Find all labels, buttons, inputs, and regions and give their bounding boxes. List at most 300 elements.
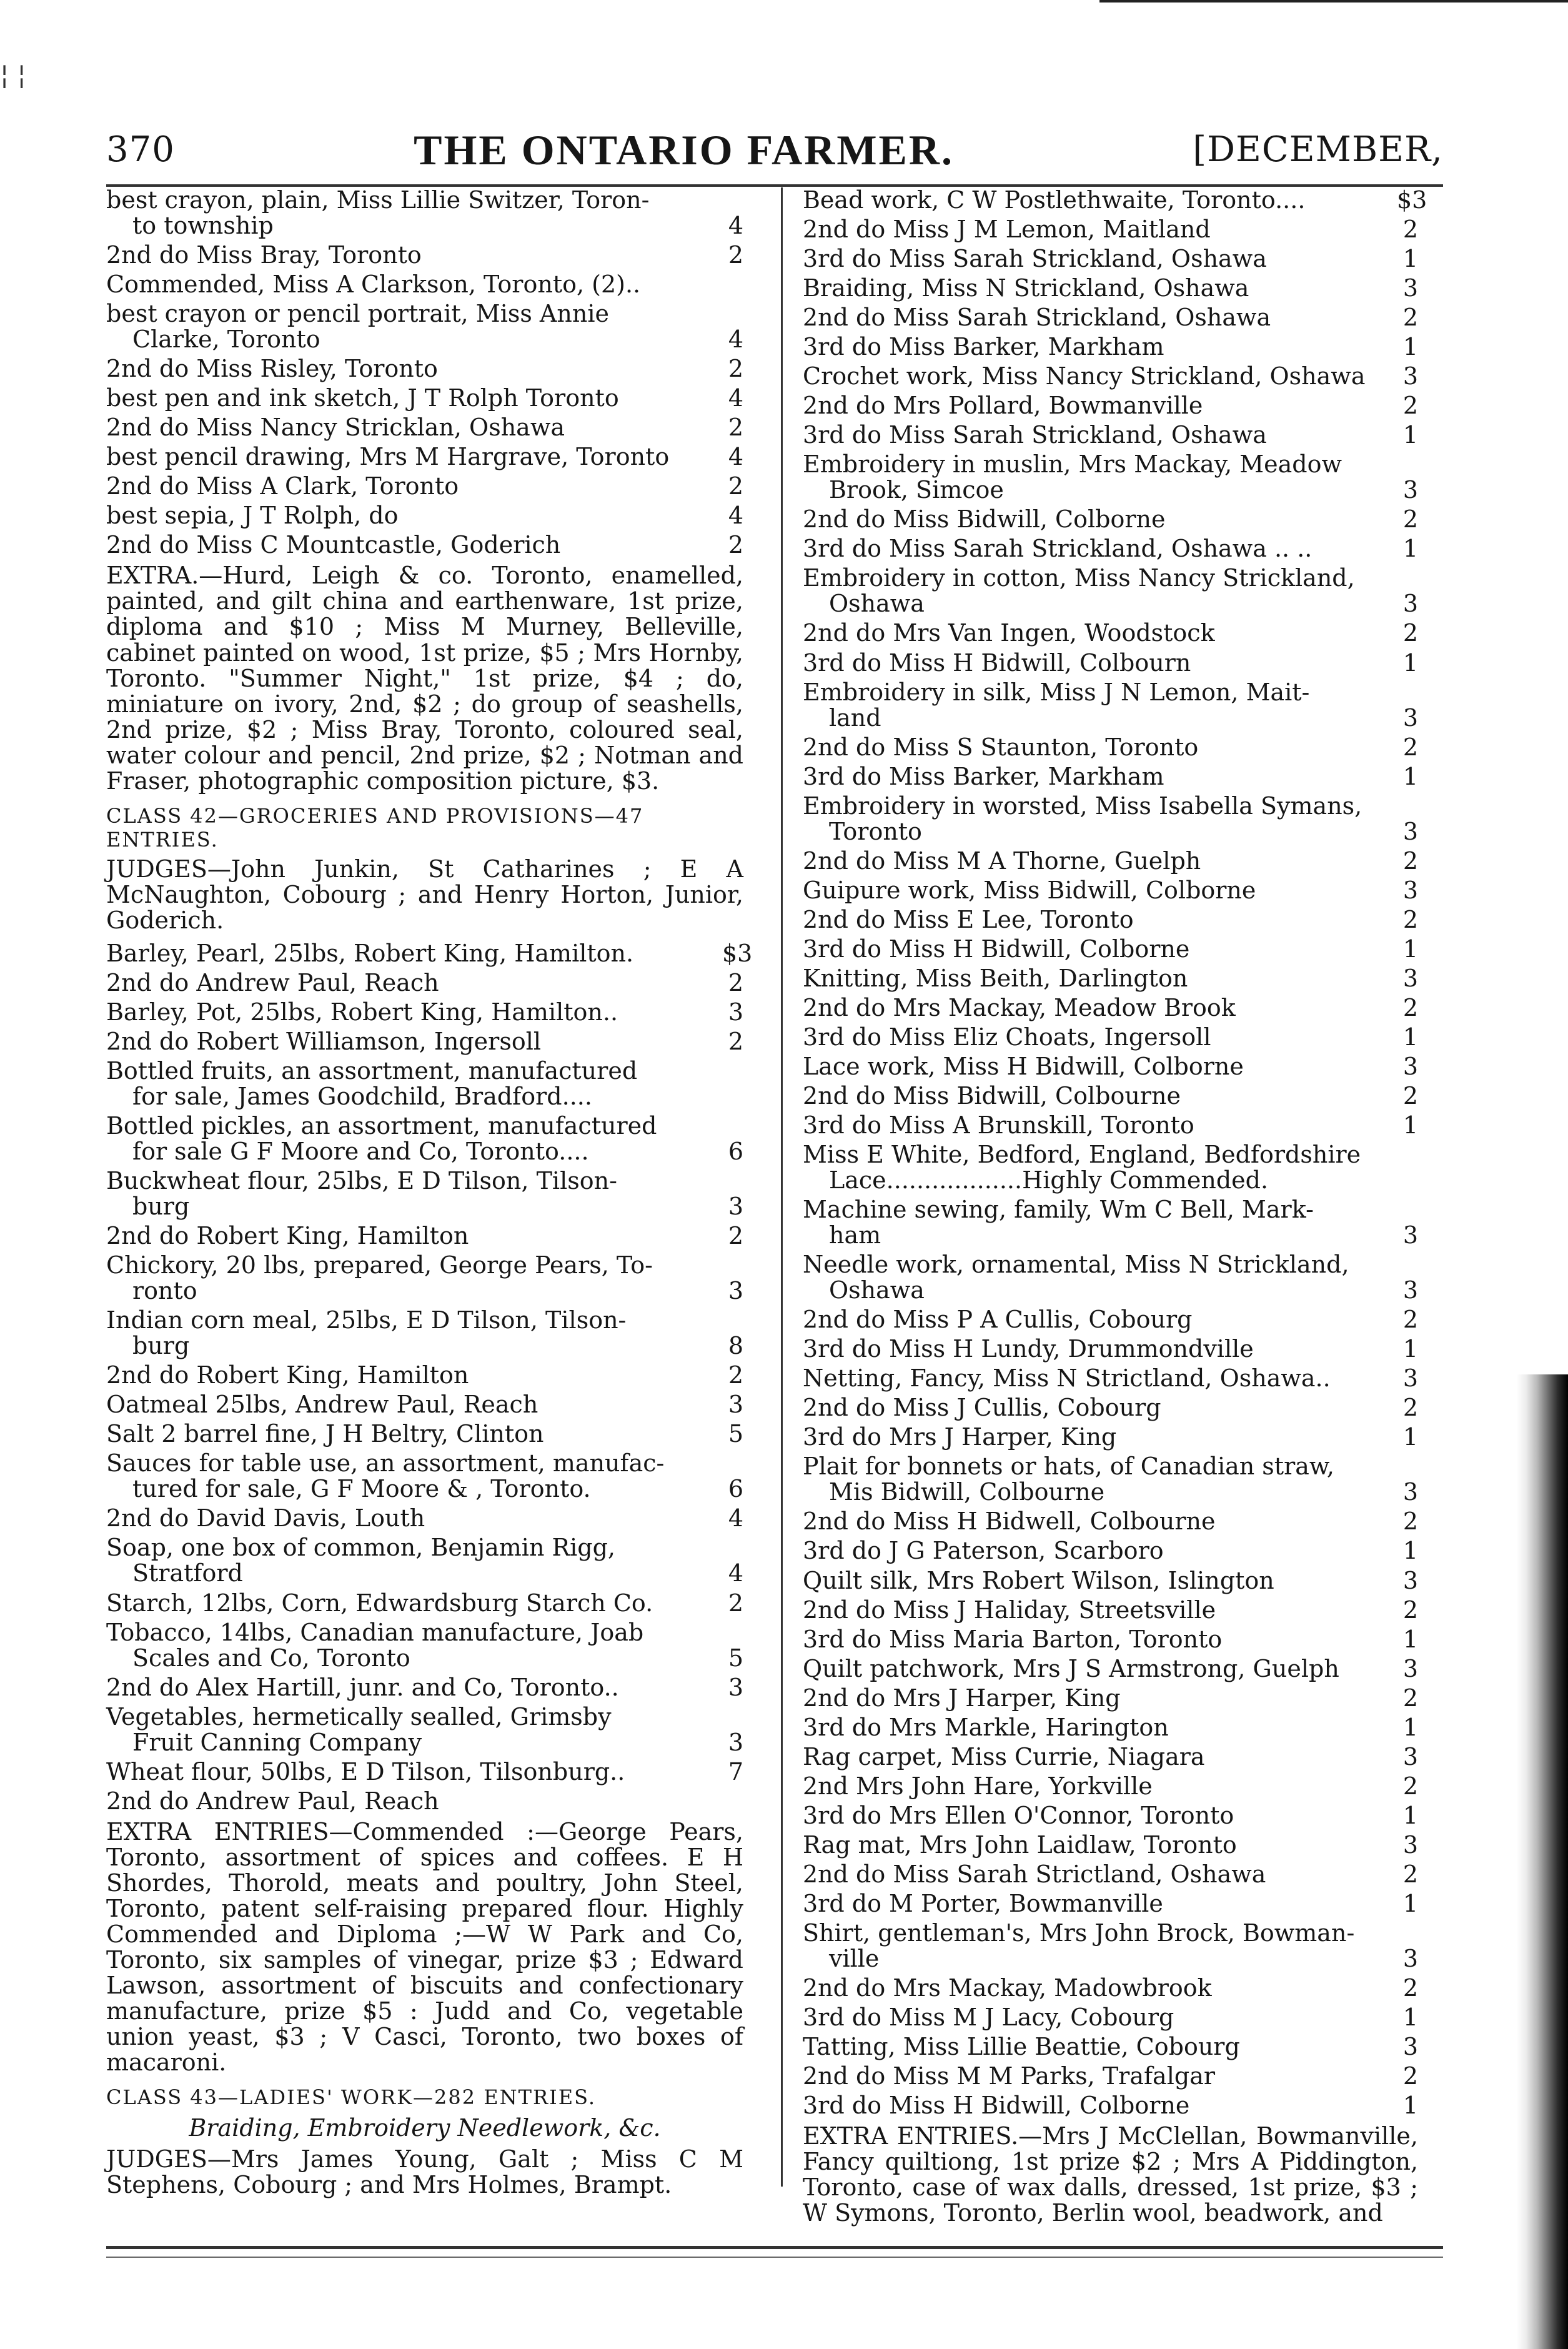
entry-score: 3 (728, 1277, 743, 1305)
entry-line: 2nd do Miss J Cullis, Cobourg (803, 1394, 1161, 1422)
entry-score: 2 (1402, 216, 1418, 244)
entry-continuation: to township (132, 212, 274, 240)
entry-score: 4 (728, 325, 743, 354)
entry-line: Rag mat, Mrs John Laidlaw, Toronto (803, 1830, 1237, 1859)
entry-text (803, 680, 1389, 731)
prize-entry (803, 1686, 1418, 1711)
prize-entry (803, 878, 1418, 903)
entry-score: 6 (728, 1138, 743, 1165)
entry-score: 2 (728, 472, 743, 500)
entry-score: 3 (728, 1193, 743, 1221)
prize-entry (106, 1421, 743, 1447)
entry-score: 2 (1402, 1306, 1418, 1334)
entry-line: 3rd do Miss H Bidwill, Colborne (803, 2092, 1190, 2120)
entry-text (803, 276, 1389, 301)
entry-text (803, 936, 1389, 962)
prize-entry (106, 970, 743, 996)
prize-entry (803, 1656, 1418, 1682)
entry-text (803, 1862, 1389, 1887)
entry-text (106, 1535, 715, 1586)
entry-line: Buckwheat flour, 25lbs, E D Tilson, Tilson- (106, 1167, 617, 1195)
prize-entry (106, 1363, 743, 1388)
entry-line: 2nd do Miss J M Lemon, Maitland (803, 216, 1211, 244)
entry-line: 2nd do Miss S Staunton, Toronto (803, 733, 1199, 761)
entry-line: Shirt, gentleman's, Mrs John Brock, Bowman- (803, 1919, 1355, 1947)
prize-entry (106, 1253, 743, 1304)
entry-line: 3rd do Miss Barker, Markham (803, 762, 1164, 790)
entry-score: 5 (728, 1420, 743, 1448)
prize-entry (803, 186, 1427, 214)
entry-text (803, 1252, 1389, 1303)
entry-text (803, 2093, 1389, 2118)
entry-continuation: Clarke, Toronto (132, 325, 320, 354)
entry-score: 2 (728, 1361, 743, 1389)
entry-continuation: burg (132, 1193, 190, 1221)
entry-text (803, 422, 1389, 448)
entry-line: 2nd do Miss Sarah Strickland, Oshawa (803, 304, 1271, 332)
entry-text (106, 187, 715, 239)
prize-entry (106, 1704, 743, 1756)
entry-text (106, 1058, 715, 1110)
entry-text (106, 503, 715, 529)
entry-score: 2 (1402, 304, 1418, 332)
prize-entry (106, 1308, 743, 1359)
prize-entry (106, 187, 743, 239)
entry-text (803, 793, 1389, 845)
entry-line: 2nd do Miss M A Thorne, Guelph (803, 847, 1201, 875)
entry-continuation: Fruit Canning Company (132, 1728, 422, 1756)
entry-line: 3rd do Miss Barker, Markham (803, 333, 1164, 361)
entry-line: Lace work, Miss H Bidwill, Colborne (803, 1052, 1244, 1080)
footer-rule (106, 2246, 1443, 2258)
entry-line: best crayon or pencil portrait, Miss Annie (106, 300, 609, 328)
entry-line: 2nd do Robert King, Hamilton (106, 1361, 469, 1389)
prize-entry (803, 1568, 1418, 1594)
entry-text (803, 2005, 1389, 2030)
entry-line: Vegetables, hermetically sealled, Grimsby (106, 1702, 612, 1731)
prize-entry (803, 650, 1418, 676)
entry-text (106, 1759, 715, 1785)
prize-entry (106, 939, 753, 967)
entry-text (803, 1686, 1389, 1711)
page-frame (106, 72, 1443, 2302)
entry-text (803, 1832, 1389, 1858)
entry-line: Sauces for table use, an assortment, manufac- (106, 1449, 665, 1477)
grocery-prize-list (106, 939, 753, 1815)
entry-line: 3rd do Miss Sarah Strickland, Oshawa (803, 421, 1267, 449)
entry-text (803, 1597, 1389, 1623)
entry-text (803, 246, 1389, 272)
entry-score: 3 (1402, 964, 1418, 992)
entry-text (106, 1620, 715, 1671)
entry-line: 3rd do Miss Eliz Choats, Ingersoll (803, 1023, 1211, 1051)
prize-entry (803, 1113, 1418, 1138)
entry-line: 2nd do Miss Nancy Stricklan, Oshawa (106, 414, 565, 442)
entry-score: 1 (1402, 1423, 1418, 1451)
prize-entry (803, 1891, 1418, 1917)
entry-text (803, 878, 1389, 903)
entry-text (106, 1704, 715, 1756)
entry-line: Guipure work, Miss Bidwill, Colborne (803, 876, 1256, 904)
prize-entry (106, 444, 743, 470)
entry-line: 2nd do Robert King, Hamilton (106, 1222, 469, 1250)
prize-entry (803, 1395, 1418, 1421)
entry-line: Crochet work, Miss Nancy Strickland, Oshawa (803, 362, 1366, 390)
entry-line: 3rd do Miss A Brunskill, Toronto (803, 1111, 1194, 1139)
prize-entry (803, 936, 1418, 962)
entry-line: 2nd do Miss J Haliday, Streetsville (803, 1596, 1216, 1624)
prize-entry (803, 246, 1418, 272)
left-prize-list (106, 187, 743, 558)
entry-continuation: for sale G F Moore and Co, Toronto.... (132, 1138, 589, 1165)
entry-line: Quilt silk, Mrs Robert Wilson, Islington (803, 1566, 1274, 1594)
entry-line: 3rd do Miss M J Lacy, Cobourg (803, 2003, 1174, 2031)
left-column (106, 186, 753, 2199)
entry-text (803, 1083, 1389, 1109)
entry-line: 2nd do Alex Hartill, junr. and Co, Toronto.. (106, 1673, 619, 1701)
entry-line: 2nd do Mrs Van Ingen, Woodstock (803, 619, 1215, 647)
prize-entry (106, 356, 743, 382)
entry-line: 2nd do Miss A Clark, Toronto (106, 472, 459, 500)
prize-entry (106, 301, 743, 352)
entry-score: 3 (1402, 1944, 1418, 1972)
entry-line: 2nd do Miss C Mountcastle, Goderich (106, 531, 561, 559)
entry-continuation: Toronto (829, 817, 922, 845)
prize-entry (803, 1744, 1418, 1770)
entry-score: 1 (1402, 1713, 1418, 1741)
right-column (781, 186, 1427, 2227)
entry-line: best sepia, J T Rolph, do (106, 502, 399, 530)
right-prize-list (803, 186, 1427, 2120)
entry-line: Tatting, Miss Lillie Beattie, Cobourg (803, 2033, 1240, 2060)
entry-text (106, 1789, 715, 1814)
prize-entry (106, 1675, 743, 1701)
entry-text (803, 650, 1389, 676)
entry-score: 3 (728, 998, 743, 1026)
entry-score: 1 (1402, 333, 1418, 361)
entry-text (803, 1025, 1389, 1050)
entry-score: 3 (728, 1391, 743, 1419)
prize-entry (106, 1392, 743, 1418)
prize-entry (803, 334, 1418, 360)
prize-entry (803, 1454, 1418, 1505)
prize-entry (803, 2034, 1418, 2060)
entry-line: 2nd do Robert Williamson, Ingersoll (106, 1027, 542, 1055)
entry-line: Commended, Miss A Clarkson, Toronto, (2).. (106, 271, 641, 299)
entry-line: 3rd do M Porter, Bowmanville (803, 1889, 1163, 1917)
entry-score: 2 (1402, 1394, 1418, 1422)
entry-text (803, 1454, 1389, 1505)
entry-text (803, 1538, 1389, 1564)
prize-entry (106, 1058, 743, 1110)
entry-text (803, 1656, 1389, 1682)
entry-score: 1 (1402, 1111, 1418, 1139)
prize-entry (803, 1025, 1418, 1050)
entry-score: 1 (1402, 1625, 1418, 1653)
entry-line: 3rd do Miss H Lundy, Drummondville (803, 1335, 1254, 1363)
page-number: 370 (106, 129, 175, 170)
entry-line: 3rd do Miss H Bidwill, Colborne (803, 935, 1190, 963)
prize-entry (803, 1252, 1418, 1303)
prize-entry (803, 536, 1418, 562)
prize-entry (803, 2063, 1418, 2089)
prize-entry (106, 1506, 743, 1531)
entry-score: 1 (1402, 245, 1418, 273)
entry-line: Barley, Pearl, 25lbs, Robert King, Hamilton. (106, 939, 634, 967)
entry-line: Knitting, Miss Beith, Darlington (803, 964, 1188, 992)
prize-entry (803, 620, 1418, 646)
entry-line: 2nd do Miss Bray, Toronto (106, 241, 422, 269)
entry-text (106, 356, 715, 382)
prize-entry (803, 1832, 1418, 1858)
entry-line: Plait for bonnets or hats, of Canadian straw, (803, 1453, 1334, 1481)
entry-line: 3rd do Mrs Ellen O'Connor, Toronto (803, 1801, 1234, 1829)
entry-line: Miss E White, Bedford, England, Bedfordshire (803, 1141, 1361, 1169)
prize-entry (803, 393, 1418, 419)
entry-text (106, 941, 715, 966)
prize-entry (803, 305, 1418, 330)
prize-entry (803, 1424, 1418, 1450)
entry-line: Indian corn meal, 25lbs, E D Tilson, Tilson- (106, 1306, 627, 1334)
prize-entry (803, 422, 1418, 448)
entry-score: 2 (1402, 619, 1418, 647)
scan-edge-shadow (1517, 1374, 1568, 2349)
prize-entry (803, 217, 1418, 242)
prize-entry (803, 1920, 1418, 1972)
entry-continuation: ronto (132, 1277, 197, 1305)
entry-text (106, 1029, 715, 1055)
entry-score: 3 (1402, 1221, 1418, 1249)
entry-text (803, 1197, 1389, 1248)
entry-continuation: ville (829, 1944, 880, 1972)
entry-score: 1 (1402, 1537, 1418, 1565)
entry-line: best pencil drawing, Mrs M Hargrave, Toronto (106, 443, 670, 471)
entry-text (106, 474, 715, 499)
prize-entry (803, 1597, 1418, 1623)
entry-text (803, 620, 1389, 646)
entry-score: 3 (1402, 1742, 1418, 1770)
entry-text (803, 452, 1389, 503)
entry-score: 2 (1402, 1081, 1418, 1110)
prize-entry (803, 565, 1418, 617)
entry-continuation: Brook, Simcoe (829, 476, 1004, 504)
entry-score: 1 (1402, 421, 1418, 449)
entry-text (106, 1113, 715, 1165)
entry-text (106, 1308, 715, 1359)
entry-text (106, 1363, 715, 1388)
prize-entry (803, 1054, 1418, 1080)
entry-line: 3rd do Miss Sarah Strickland, Oshawa .. .. (803, 535, 1312, 563)
entry-text (803, 305, 1389, 330)
entry-text (106, 1223, 715, 1249)
entry-text (803, 1424, 1389, 1450)
entry-line: Needle work, ornamental, Miss N Strickland, (803, 1251, 1349, 1279)
prize-entry (803, 680, 1418, 731)
entry-text (803, 1774, 1389, 1799)
entry-line: Bottled fruits, an assortment, manufactured (106, 1056, 638, 1085)
entry-score: 3 (1402, 1478, 1418, 1506)
entry-line: Quilt patchwork, Mrs J S Armstrong, Guelph (803, 1654, 1339, 1682)
entry-text (106, 444, 715, 470)
entry-score: 2 (1402, 905, 1418, 933)
entry-line: 2nd do Andrew Paul, Reach (106, 968, 439, 996)
entry-text (803, 1509, 1389, 1534)
entry-score: 4 (728, 502, 743, 530)
month-label: [DECEMBER, (1193, 129, 1443, 170)
entry-text (803, 1715, 1389, 1741)
prize-entry (106, 474, 743, 499)
entry-text (106, 1591, 715, 1616)
entry-line: 2nd do Miss M M Parks, Trafalgar (803, 2062, 1216, 2090)
entry-line: 2nd Mrs John Hare, Yorkville (803, 1772, 1153, 1800)
entry-score: 1 (1402, 648, 1418, 677)
entry-score: 2 (728, 241, 743, 269)
entry-text (803, 1568, 1389, 1594)
entry-line: 2nd do Miss Bidwill, Colbourne (803, 1081, 1181, 1110)
entry-score: 3 (1402, 703, 1418, 732)
entry-score: 3 (1402, 1830, 1418, 1859)
prize-entry (803, 1366, 1418, 1391)
entry-score: 3 (1402, 1364, 1418, 1393)
entry-score: 5 (728, 1644, 743, 1672)
entry-text (803, 1307, 1389, 1333)
entry-score: 3 (1402, 362, 1418, 390)
entry-score: 1 (1402, 935, 1418, 963)
entry-score: 2 (728, 1222, 743, 1250)
entry-line: 2nd do Miss H Bidwell, Colbourne (803, 1507, 1216, 1536)
page-header (106, 116, 1443, 187)
entry-line: 2nd do David Davis, Louth (106, 1504, 425, 1532)
entry-line: 3rd do Miss H Bidwill, Colbourn (803, 648, 1191, 677)
entry-text (803, 735, 1389, 760)
entry-line: Braiding, Miss N Strickland, Oshawa (803, 274, 1249, 302)
entry-score: 3 (1402, 590, 1418, 618)
entry-line: Machine sewing, family, Wm C Bell, Mark- (803, 1196, 1314, 1224)
prize-entry (106, 1620, 743, 1671)
entry-text (803, 187, 1389, 213)
prize-entry (106, 272, 743, 297)
prize-entry (803, 1774, 1418, 1799)
prize-entry (106, 532, 743, 558)
prize-entry (803, 793, 1418, 845)
prize-entry (803, 1715, 1418, 1741)
entry-score: 1 (1402, 1023, 1418, 1051)
prize-entry (803, 1509, 1418, 1534)
entry-text (803, 334, 1389, 360)
entry-score: 2 (1402, 1507, 1418, 1536)
entry-score: 4 (728, 1559, 743, 1587)
entry-score: 4 (728, 1504, 743, 1532)
entry-line: Oatmeal 25lbs, Andrew Paul, Reach (106, 1391, 538, 1419)
entry-continuation: Mis Bidwill, Colbourne (829, 1478, 1105, 1506)
prize-entry (803, 1975, 1418, 2001)
class-42-heading: CLASS 42—GROCERIES AND PROVISIONS—47 ENTRIES. (106, 803, 644, 852)
entry-line: 3rd do Miss Sarah Strickland, Oshawa (803, 245, 1267, 273)
entry-score: 3 (1402, 1052, 1418, 1080)
entry-text (106, 1675, 715, 1701)
entry-score: 2 (1402, 1974, 1418, 2002)
entry-score: 3 (728, 1673, 743, 1701)
entry-line: 2nd do Mrs J Harper, King (803, 1684, 1121, 1712)
prize-entry (803, 966, 1418, 991)
prize-entry (106, 1000, 743, 1025)
prize-entry (106, 503, 743, 529)
extra-entries-section-1: EXTRA.—Hurd, Leigh & co. Toronto, enamelled, painted, and gilt china and earthenware, 1st prize, diploma and $10 ; Miss M Murney, Belleville, cabinet painted on wood, 1st prize, $5 ; Mrs Hornby, Toronto. "Summer Night," 1st prize, $4 ; do, miniature on ivory, 2nd, $2 ; do group of seashells, 2nd prize, $2 ; Miss Bray, Toronto, coloured seal, water colour and pencil, 2nd prize, $2 ; Notman and Fraser, photographic composition picture, $3. (106, 562, 743, 795)
entry-text (803, 764, 1389, 790)
entry-score: 3 (1402, 1654, 1418, 1682)
entry-line: Tobacco, 14lbs, Canadian manufacture, Joab (106, 1618, 644, 1646)
entry-score: 2 (728, 1027, 743, 1055)
entry-text (803, 507, 1389, 532)
entry-text (803, 565, 1389, 617)
entry-text (106, 532, 715, 558)
entry-score: $3 (722, 939, 753, 967)
entry-score: 1 (1402, 1801, 1418, 1829)
entry-line: Embroidery in muslin, Mrs Mackay, Meadow (803, 450, 1342, 479)
entry-continuation: Scales and Co, Toronto (132, 1644, 410, 1672)
entry-text (106, 1421, 715, 1447)
entry-text (803, 1054, 1389, 1080)
entry-continuation: Oshawa (829, 590, 925, 618)
entry-score: 2 (728, 968, 743, 996)
entry-score: 2 (728, 355, 743, 383)
entry-text (106, 1392, 715, 1418)
entry-continuation: Lace..................Highly Commended. (829, 1166, 1269, 1194)
prize-entry (803, 2005, 1418, 2030)
prize-entry (803, 1083, 1418, 1109)
entry-continuation: burg (132, 1332, 190, 1360)
entry-continuation: land (829, 703, 881, 732)
entry-line: 3rd do Miss Maria Barton, Toronto (803, 1625, 1223, 1653)
entry-score: 4 (728, 443, 743, 471)
prize-entry (106, 1759, 743, 1785)
entry-line: best pen and ink sketch, J T Rolph Toronto (106, 384, 619, 412)
entry-score: 2 (1402, 1772, 1418, 1800)
entry-continuation: Oshawa (829, 1276, 925, 1304)
entry-score: $3 (1397, 186, 1427, 214)
extra-entries-section-3: EXTRA ENTRIES.—Mrs J McClellan, Bowmanville, Fancy quiltiong, 1st prize $2 ; Mrs A Piddington, Toronto, case of wax dalls, dressed, 1st prize, $3 ; W Symons, Toronto, Berlin wool, beadwork, and (803, 2122, 1418, 2227)
entry-text (803, 995, 1389, 1021)
entry-line: Bottled pickles, an assortment, manufactured (106, 1111, 657, 1140)
entry-line: 2nd do Mrs Mackay, Madowbrook (803, 1974, 1212, 2002)
entry-text (106, 1506, 715, 1531)
entry-line: Starch, 12lbs, Corn, Edwardsburg Starch Co. (106, 1589, 653, 1617)
class-42-judges: JUDGES—John Junkin, St Catharines ; E A McNaughton, Cobourg ; and Henry Horton, Junior, Goderich. (106, 855, 743, 934)
prize-entry (803, 452, 1418, 503)
entry-score: 6 (728, 1475, 743, 1503)
entry-line: Embroidery in silk, Miss J N Lemon, Mait- (803, 678, 1310, 706)
prize-entry (803, 276, 1418, 301)
entry-line: Barley, Pot, 25lbs, Robert King, Hamilton.. (106, 998, 618, 1026)
entry-text (803, 1891, 1389, 1917)
prize-entry (803, 364, 1418, 389)
entry-line: 2nd do Miss Sarah Strictland, Oshawa (803, 1860, 1266, 1888)
entry-line: 2nd do Miss Risley, Toronto (106, 355, 438, 383)
class-43-heading: CLASS 43—LADIES' WORK—282 ENTRIES. (106, 2085, 597, 2110)
entry-text (803, 2034, 1389, 2060)
entry-text (106, 1168, 715, 1219)
entry-line: Embroidery in cotton, Miss Nancy Strickland, (803, 564, 1355, 592)
prize-entry (106, 242, 743, 268)
entry-score: 8 (728, 1332, 743, 1360)
entry-score: 2 (1402, 505, 1418, 534)
prize-entry (803, 1803, 1418, 1829)
entry-line: best crayon, plain, Miss Lillie Switzer, Toron- (106, 186, 650, 214)
prize-entry (803, 1336, 1418, 1362)
entry-text (803, 848, 1389, 874)
entry-line: 3rd do J G Paterson, Scarboro (803, 1537, 1164, 1565)
prize-entry (803, 1538, 1418, 1564)
